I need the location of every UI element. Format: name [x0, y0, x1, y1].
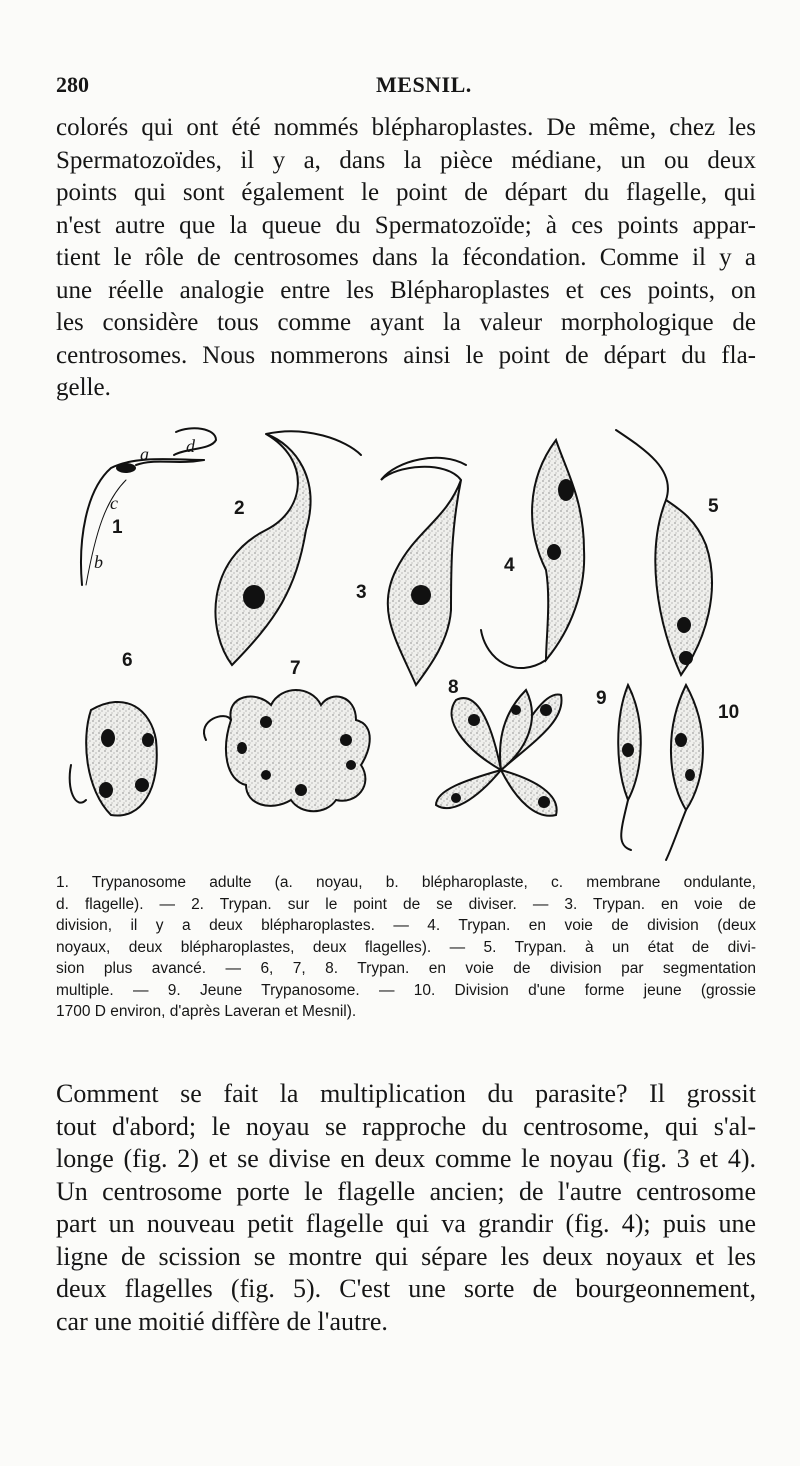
caption-line: d. flagelle). — 2. Trypan. sur le point de se diviser. — 3. Trypan. en voie de [56, 895, 756, 913]
text-line: gelle. [56, 374, 111, 401]
caption-line: division, il y a deux blépharoplastes. — 4. Trypan. en voie de division (deux [56, 917, 756, 934]
page-number: 280 [56, 72, 89, 97]
text-line: tout d'abord; le noyau se rapproche du centrosome, qui s'al- [56, 1111, 756, 1141]
figure-letter-a: a [140, 444, 149, 464]
figure-letter-b: b [94, 552, 103, 572]
caption-line: sion plus avancé. — 6, 7, 8. Trypan. en voie de division par segmentation [56, 960, 756, 977]
text-line: ligne de scission se montre qui sépare les deux noyaux et les [56, 1241, 756, 1271]
text-line: Comment se fait la multiplication du parasite? Il grossit [56, 1079, 756, 1108]
text-line: Un centrosome porte le flagelle ancien; de l'autre centrosome [56, 1176, 756, 1206]
figure-letter-c: c [110, 493, 118, 513]
text-line: tient le rôle de centrosomes dans la fécondation. Comme il y a [56, 244, 756, 271]
figure-number-8: 8 [448, 677, 459, 698]
caption-line: noyaux, deux blépharoplastes, deux flagelles). — 5. Trypan. à un état de divi- [56, 938, 756, 956]
paragraph-multiplication [56, 1078, 756, 1338]
running-title: MESNIL. [376, 72, 472, 97]
trypanosome-figure [56, 420, 756, 870]
text-line: deux flagelles (fig. 5). C'est une sorte de bourgeonnement, [56, 1274, 756, 1303]
figure-letter-d: d [186, 436, 195, 456]
figure-caption [56, 872, 756, 1023]
caption-line: multiple. — 9. Jeune Trypanosome. — 10. Division d'une forme jeune (grossie [56, 981, 756, 999]
figure-number-5: 5 [708, 496, 719, 517]
figure-number-9: 9 [596, 688, 607, 709]
figure-number-6: 6 [122, 650, 133, 671]
figure-number-10: 10 [718, 702, 740, 723]
text-line: colorés qui ont été nommés blépharoplastes. De même, chez les [56, 114, 756, 141]
text-line: les considère tous comme ayant la valeur morphologique de [56, 309, 756, 336]
caption-line: 1. Trypanosome adulte (a. noyau, b. blépharoplaste, c. membrane ondulante, [56, 874, 756, 891]
text-line: longe (fig. 2) et se divise en deux comme le noyau (fig. 3 et 4). [56, 1144, 756, 1173]
text-line: une réelle analogie entre les Blépharoplastes et ces points, on [56, 276, 756, 304]
figure-number-3: 3 [356, 582, 367, 603]
figure-number-2: 2 [234, 498, 245, 519]
figure-number-4: 4 [504, 555, 515, 576]
text-line: Spermatozoïdes, il y a, dans la pièce médiane, un ou deux [56, 146, 756, 174]
caption-line: 1700 D environ, d'après Laveran et Mesnil). [56, 1003, 357, 1020]
figure-number-7: 7 [290, 658, 301, 679]
text-line: part un nouveau petit flagelle qui va grandir (fig. 4); puis une [56, 1209, 756, 1238]
text-line: points qui sont également le point de départ du flagelle, qui [56, 179, 756, 206]
figure-number-1: 1 [112, 517, 123, 538]
page-header [56, 72, 756, 102]
trypanosome-illustration [56, 420, 756, 870]
text-line: n'est autre que la queue du Spermatozoïde; à ces points appar- [56, 211, 756, 239]
paragraph-intro [56, 112, 756, 405]
text-line: car une moitié diffère de l'autre. [56, 1306, 388, 1336]
text-line: centrosomes. Nous nommerons ainsi le point de départ du fla- [56, 341, 756, 369]
